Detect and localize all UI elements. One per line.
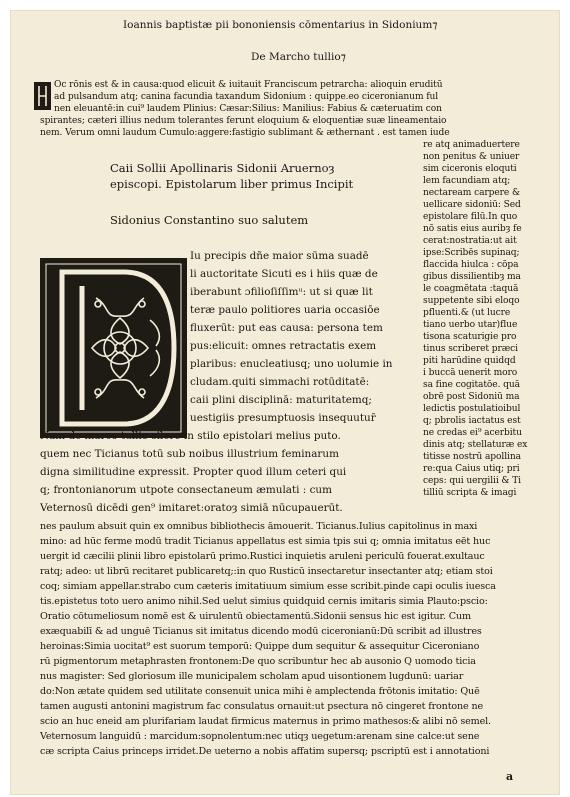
- commentary-line: suppetente sibi eloqo: [423, 296, 520, 306]
- commentary-line: cerat:nostratia:ut ait: [423, 236, 517, 246]
- commentary-line: nen eleuantē:in cui⁹ laudem Plinius: Cæsar:Silius: Manilius: Fabius & cæteruatim con: [54, 104, 442, 114]
- commentary-line: obrē post Sidoniū ma: [423, 392, 520, 402]
- commentary-line: ledictis postulatioibul: [423, 404, 521, 414]
- letter-line: fluxerūt: put eas causa: persona tem: [190, 322, 383, 334]
- letter-line: uestigiis presumptuosis insequutur̄: [190, 412, 376, 424]
- commentary-line: uergit id cæcilii plinii libro epistolarū primo.Rustici inquietis aruleni periculū fouerat.exultauc: [40, 551, 485, 562]
- commentary-line: tamen augusti antonini magistrum fac consulatus ornauit:ut psectura nō cingeret frontone ne: [40, 701, 484, 712]
- commentary-line: piti harūdine quidqd: [423, 356, 516, 366]
- running-header: Ioannis baptistæ pii bononiensis cōmentarius in Sidonium⁊: [123, 19, 438, 31]
- commentary-line: nes paulum absuit quin ex omnibus bibliothecis āmouerit. Ticianus.Iulius capitolinus in maxi: [40, 521, 478, 532]
- letter-line: Veternosū dicēdi gen⁹ imitaret̄:oratoȝ simiā nūcupauerūt.: [40, 502, 343, 514]
- commentary-line: nō satis eius auribȝ fe: [423, 224, 522, 234]
- commentary-line: exæquabilī & ad unguē Ticianus sit imitatus dicendo modū ciceronianū:Dū scribit ad illustres: [40, 626, 482, 637]
- commentary-line: nem. Verum omni laudum Cumulo:aggere:fastigio sublimant & æthernant . est tamen iude: [40, 128, 450, 138]
- commentary-line: cæ scripta Caius princeps irridet.De ueterno a nobis affatim supersq; pscriptū est i annotationi: [40, 746, 490, 757]
- commentary-line: nus magister: Sed gloriosum ille municipalem scholam apud uisontionem lugdunū: uariar: [40, 671, 464, 682]
- commentary-line: tis.epistetus toto uero animo nihil.Sed uelut simius quidquid cernis imitaris simia Plauto:pscio:: [40, 596, 488, 607]
- commentary-line: ipse:Scribēs supinaq;: [423, 248, 520, 258]
- commentary-line: lem facundiam atq;: [423, 176, 511, 186]
- commentary-line: Oratio cōtumeliosum nomē est & uirulentū obiectamentū.Sidonii sensus hic est igitur. Cum: [40, 611, 471, 622]
- commentary-line: nectaream carpere &: [423, 188, 520, 198]
- commentary-line: ceps: qui uergilii & Ti: [423, 476, 521, 486]
- commentary-line: mino: ad hūc ferme modū tradit Ticianus appellatus est simia tpis sui q; omnia imitatus eēt huc: [40, 536, 491, 547]
- signature-mark: a: [506, 770, 514, 783]
- commentary-line: scio an huc eneid am plurifariam laudat firmicus maternus in primo mathesos:& alibi nō semel.: [40, 716, 491, 727]
- work-title-line: Caii Sollii Apollinaris Sidonii Aruernoȝ: [110, 161, 335, 175]
- commentary-line: gibus dissilientibȝ ma: [423, 272, 521, 282]
- commentary-line: sa fine cogitatōe. quā: [423, 380, 520, 390]
- commentary-line: rū pigmentorum metaphrasten frontonem:De quo scribuntur hec ab ausonio Q uomodo ticia: [40, 656, 476, 667]
- letter-line: digna similitudine expressit. Propter quod illum ceteri qui: [40, 466, 347, 478]
- commentary-line: do:Non ætate quidem sed utilitate consenuit unica mihi è amplectenda frōtonis imitatio: Quē: [40, 686, 480, 697]
- commentary-line: le coagmētata :taquā: [423, 284, 519, 294]
- letter-line: plaribus: enucleatiusq; uno uolumie in: [190, 358, 393, 370]
- commentary-line: heroinas:Simia uocitat⁹ est suorum temporū: Quippe dum sequitur & assequitur Ciceroniano: [40, 641, 480, 652]
- letter-line: Iu precipis dñe maior sūma suadē: [190, 250, 369, 262]
- commentary-line: tilliū scripta & imagi: [423, 488, 517, 498]
- book-page: [10, 10, 560, 795]
- commentary-line: re:qua Caius utiq; pri: [423, 464, 520, 474]
- work-title-line: episcopi. Epistolarum liber primus Incipit: [110, 177, 354, 191]
- commentary-line: tinus scriberet præci: [423, 344, 518, 354]
- commentary-line: non penitus & uniuer: [423, 152, 520, 162]
- commentary-line: Oc rōnis est & in causa:quod elicuit & iuitauit Franciscum petrarcha: alioquin eruditū: [54, 80, 443, 90]
- commentary-line: ratq; adeo: ut librū recitaret publicaretq;:in quo Rusticū insectaretur insectanter atq; etiam stoi: [40, 566, 493, 577]
- commentary-line: coq; simiam appellar.strabo cum cæteris imitatiuum simium esse scribit.pinde capi oculis iuesca: [40, 581, 496, 592]
- commentary-line: i buccā uenerit moro: [423, 368, 518, 378]
- letter-line: Nam de marco tullio silere in stilo epistolari melius puto.: [40, 430, 341, 442]
- commentary-line: spirantes; cæteri illius nedum tolerantes ferunt eloquium & eloquentiæ suæ lineamentaio: [40, 116, 447, 126]
- letter-line: teræ paulo politiores uaria occasiōe: [190, 304, 380, 316]
- initial-h-small: [34, 82, 51, 110]
- commentary-line: titisse nostrū apollina: [423, 452, 521, 462]
- letter-line: quem nec Ticianus totū sub noibus illustrium feminarum: [40, 448, 339, 460]
- letter-line: li auctoritate Sicuti es i hiis quæ de: [190, 268, 378, 280]
- commentary-line: epistolare filū.In quo: [423, 212, 518, 222]
- commentary-line: flaccida hiulca : cōpa: [423, 260, 519, 270]
- letter-line: cludam.quiti simmachi rotūditatē:: [190, 376, 370, 388]
- commentary-line: ad pulsandum atq; canina facundia taxandum Sidonium : quippe.eo ciceronianum ful: [54, 92, 439, 102]
- commentary-line: re atq animaduertere: [423, 140, 520, 150]
- letter-line: iberabunt̄ ɔfilioſiſſimᵘ: ut si quæ lit: [190, 286, 373, 298]
- letter-salutation: Sidonius Constantino suo salutem: [110, 213, 309, 227]
- commentary-line: pfluenti.& (ut lucre: [423, 308, 511, 318]
- ornamental-initial-d: [40, 258, 187, 438]
- letter-line: q; frontonianorum utpote consectaneum æmulati : cum: [40, 484, 332, 496]
- commentary-line: ne credas ei⁹ acerbitu: [423, 428, 522, 438]
- commentary-line: tisona scaturigie pro: [423, 332, 517, 342]
- commentary-line: dinis atq; stellaturæ ex: [423, 440, 528, 450]
- commentary-line: uellicare sidoniū: Sed: [423, 200, 521, 210]
- commentary-line: Veternosum languidū : marcidum:sopnolentum:nec utiqȝ uegetum:arenam sine calce:ut sene: [40, 731, 480, 742]
- section-heading: De Marcho tullio⁊: [251, 51, 346, 63]
- commentary-line: tiano uerbo utar)flue: [423, 320, 518, 330]
- commentary-line: sim ciceronis eloquti: [423, 164, 517, 174]
- letter-line: pus:elicuit: omnes retractatis exem: [190, 340, 377, 352]
- letter-line: caii plini disciplinā: maturitatemq;: [190, 394, 372, 406]
- commentary-line: q; pbrolis iactatus est: [423, 416, 521, 426]
